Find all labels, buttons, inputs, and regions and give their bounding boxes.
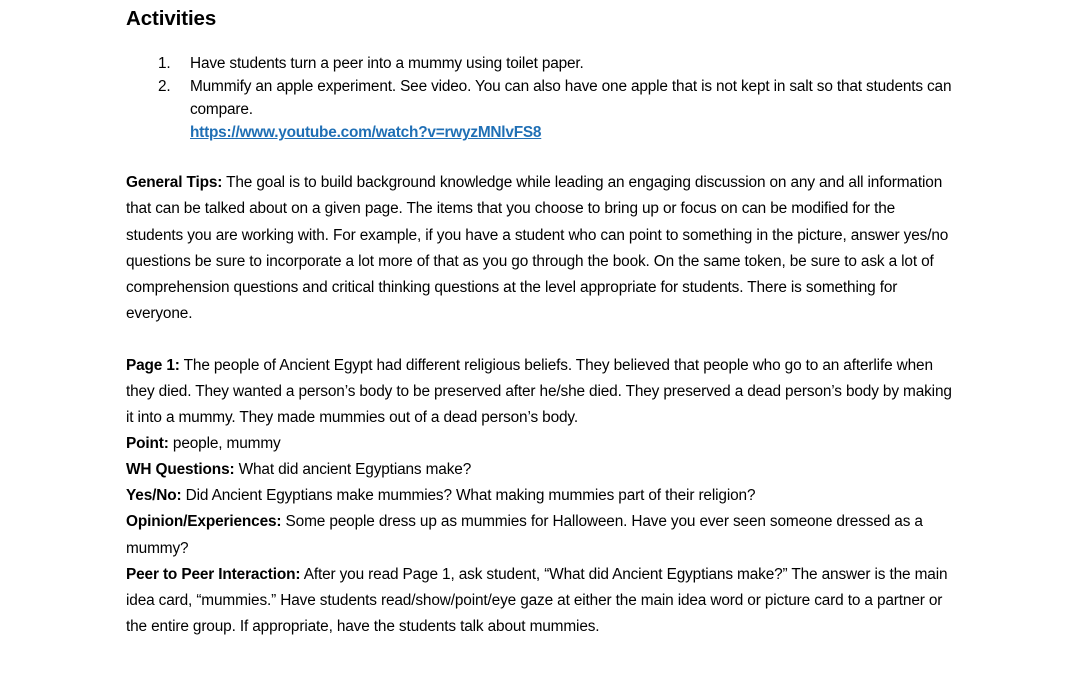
page-title: Activities xyxy=(126,7,217,30)
prompt-peer-to-peer xyxy=(126,562,952,640)
prompt-opinion-experiences-label: Opinion/Experiences: xyxy=(126,513,282,531)
prompt-opinion-experiences-text: Some people dress up as mummies for Halloween. Have you ever seen someone dressed as a mummy? xyxy=(126,513,923,557)
prompt-peer-to-peer-label: Peer to Peer Interaction: xyxy=(126,565,301,583)
list-item-text: Have students turn a peer into a mummy using toilet paper. xyxy=(190,54,584,72)
youtube-video-link[interactable]: https://www.youtube.com/watch?v=rwyzMNlvFS8 xyxy=(190,124,542,142)
page-one-prompts xyxy=(126,431,952,640)
prompt-yes-no-label: Yes/No: xyxy=(126,487,182,505)
list-item-text: Mummify an apple experiment. See video. You can also have one apple that is not kept in salt so that students can compare. xyxy=(190,77,952,118)
activities-list xyxy=(126,30,952,145)
list-item-number: 1. xyxy=(158,54,171,72)
prompt-yes-no-text: Did Ancient Egyptians make mummies? What making mummies part of their religion? xyxy=(181,487,756,505)
list-item-link-line xyxy=(190,121,952,144)
page-one-body: The people of Ancient Egypt had different religious beliefs. They believed that people who go to an afterlife when they died. They wanted a person’s body to be preserved after he/she died. They preserved a dead person’s body by making it into a mummy. They made mummies out of a dead person’s body. xyxy=(126,356,952,427)
prompt-wh-questions xyxy=(126,457,952,483)
prompt-wh-questions-label: WH Questions: xyxy=(126,461,235,479)
general-tips-paragraph xyxy=(126,144,952,327)
prompt-point-label: Point: xyxy=(126,435,169,453)
prompt-peer-to-peer-text: After you read Page 1, ask student, “What did Ancient Egyptians make?” The answer is the main idea card, “mummies.” Have students read/show/point/eye gaze at either the main idea word or picture card to a partner or the entire group. If appropriate, have the students talk about mummies. xyxy=(126,565,948,635)
prompt-point-text: people, mummy xyxy=(168,435,281,453)
prompt-yes-no xyxy=(126,483,952,509)
general-tips-label: General Tips: xyxy=(126,174,223,192)
page-one-paragraph xyxy=(126,327,952,431)
prompt-wh-questions-text: What did ancient Egyptians make? xyxy=(234,461,472,479)
general-tips-body: The goal is to build background knowledge while leading an engaging discussion on any and all information that can be talked about on a given page. The items that you choose to bring up or focus on can be modified for the students you are working with. For example, if you have a student who can point to something in the picture, answer yes/no questions be sure to incorporate a lot more of that as you go through the book. On the same token, be sure to ask a lot of comprehension questions and critical thinking questions at the level appropriate for students. There is something for everyone. xyxy=(126,174,949,322)
page-one-label: Page 1: xyxy=(126,356,180,374)
list-item-number: 2. xyxy=(158,77,171,95)
list-item xyxy=(126,75,952,145)
document-content-column xyxy=(126,0,952,640)
prompt-point xyxy=(126,431,952,457)
list-item xyxy=(126,52,952,75)
prompt-opinion-experiences xyxy=(126,509,952,561)
